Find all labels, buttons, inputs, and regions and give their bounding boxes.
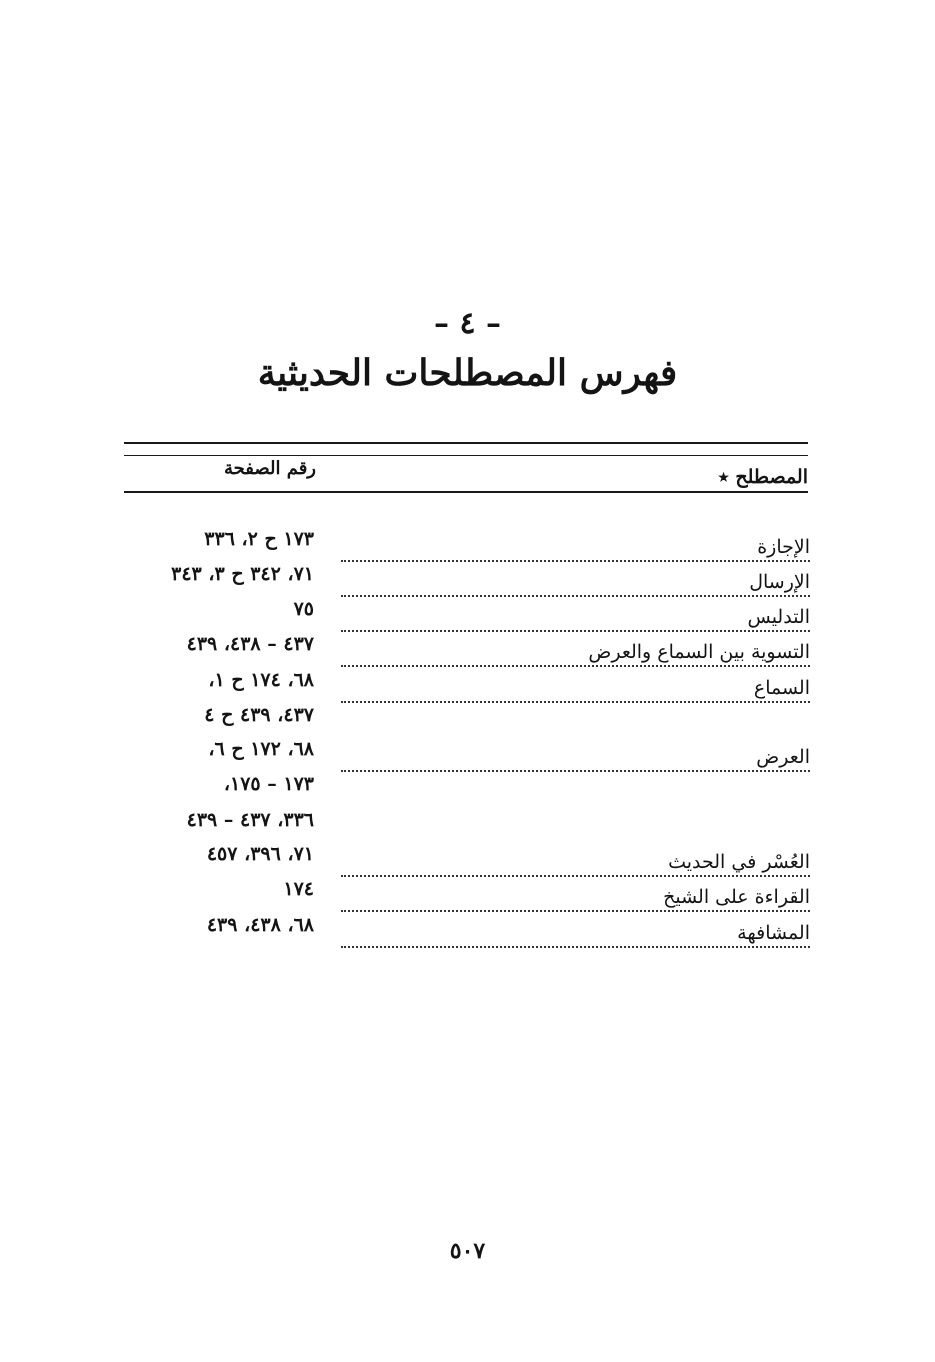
column-header-page: رقم الصفحة xyxy=(223,458,316,479)
page-title: فهرس المصطلحات الحديثية xyxy=(257,352,678,394)
index-pages: ٧١، ٣٤٢ ح ٣، ٣٤٣ xyxy=(171,563,314,585)
index-row xyxy=(124,914,810,956)
index-pages: ١٧٤ xyxy=(283,878,314,900)
table-header-rule xyxy=(124,491,808,493)
index-pages: ٦٨، ١٧٤ ح ١، xyxy=(208,669,314,691)
index-pages: ٦٨، ٤٣٨، ٤٣٩ xyxy=(206,914,314,936)
leader-dots xyxy=(341,610,810,632)
leader-dots xyxy=(341,540,810,562)
section-number: – ٤ – xyxy=(433,306,502,341)
column-header-term: المصطلح ٭ xyxy=(718,466,808,488)
index-term: الإجازة xyxy=(751,536,810,558)
index-pages: ٤٣٧ – ٤٣٨، ٤٣٩ xyxy=(186,633,314,655)
index-pages: ١٧٣ ح ٢، ٣٣٦ xyxy=(204,528,314,550)
table-top-rule-thin xyxy=(124,455,808,456)
page-number: ٥٠٧ xyxy=(449,1238,486,1264)
leader-dots xyxy=(341,681,810,703)
index-pages: ١٧٣ – ١٧٥، xyxy=(223,773,314,795)
index-term: العرض xyxy=(750,746,810,768)
index-term: الإرسال xyxy=(743,571,810,593)
table-top-rule xyxy=(124,442,808,444)
index-term: التسوية بين السماع والعرض xyxy=(582,641,810,663)
index-pages: ٦٨، ١٧٢ ح ٦، xyxy=(208,738,314,760)
index-pages: ٧١، ٣٩٦، ٤٥٧ xyxy=(206,843,314,865)
index-term: القراءة على الشيخ xyxy=(657,886,810,908)
index-term: التدليس xyxy=(741,606,810,628)
index-pages: ٤٣٧، ٤٣٩ ح ٤ xyxy=(204,704,314,726)
index-pages: ٣٣٦، ٤٣٧ – ٤٣٩ xyxy=(186,809,314,831)
leader-dots xyxy=(341,750,810,772)
index-term: السماع xyxy=(748,677,810,699)
leader-dots xyxy=(341,575,810,597)
index-term: العُسْر في الحديث xyxy=(662,851,810,873)
index-term: المشافهة xyxy=(731,922,810,944)
index-pages: ٧٥ xyxy=(293,598,314,620)
